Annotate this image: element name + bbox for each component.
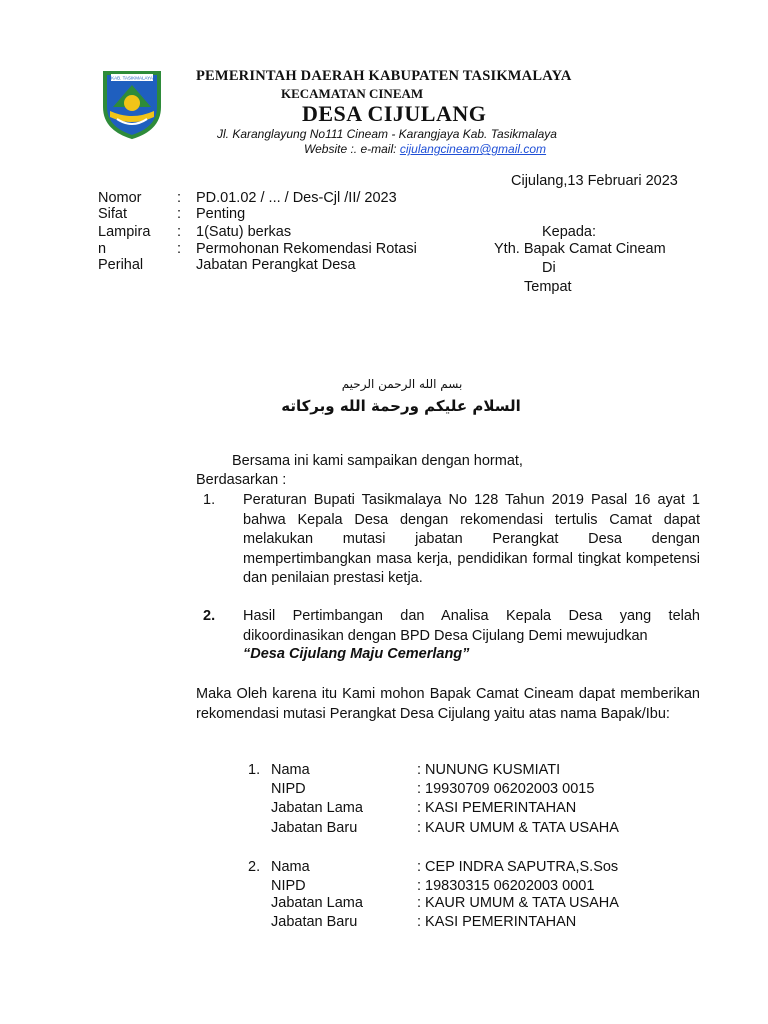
lampiran-label-1: Lampira	[98, 224, 151, 240]
nomor-value: PD.01.02 / ... / Des-Cjl /II/ 2023	[196, 190, 397, 206]
lampiran-label-2: n	[98, 241, 107, 257]
perihal-label: Perihal	[98, 257, 144, 273]
person-2-lama-label: Jabatan Lama	[271, 895, 363, 911]
opening-line: Bersama ini kami sampaikan dengan hormat,	[232, 453, 523, 469]
nomor-label: Nomor	[98, 190, 142, 206]
person-2-number: 2.	[248, 859, 261, 875]
sifat-label: Sifat	[98, 206, 128, 222]
person-1-baru: : KAUR UMUM & TATA USAHA	[417, 820, 619, 836]
recipient-name: Yth. Bapak Camat Cineam	[494, 241, 666, 257]
person-2-nama: : CEP INDRA SAPUTRA,S.Sos	[417, 859, 619, 875]
sifat-colon: :	[177, 206, 182, 222]
person-2-nipd: : 19830315 06202003 0001	[417, 878, 595, 894]
district-title: KECAMATAN CINEAM	[281, 86, 424, 101]
closing-paragraph: Maka Oleh karena itu Kami mohon Bapak Camat Cineam dapat memberikan rekomendasi mutasi Perangkat Desa Cijulang yaitu atas nama Bapak/Ibu:	[196, 686, 700, 722]
recipient-di: Di	[542, 260, 556, 276]
person-2-lama: : KAUR UMUM & TATA USAHA	[417, 895, 619, 911]
person-1-nama: : NUNUNG KUSMIATI	[417, 762, 561, 778]
person-1-lama-label: Jabatan Lama	[271, 800, 363, 816]
lampiran-value: 1(Satu) berkas	[196, 224, 292, 240]
village-title: DESA CIJULANG	[302, 101, 487, 126]
tasikmalaya-regency-emblem	[101, 69, 163, 139]
perihal-colon: :	[177, 241, 182, 257]
berdasarkan-label: Berdasarkan :	[196, 472, 287, 488]
person-1-baru-label: Jabatan Baru	[271, 820, 358, 836]
person-2-baru-label: Jabatan Baru	[271, 914, 358, 930]
person-2-baru: : KASI PEMERINTAHAN	[417, 914, 577, 930]
item-2-motto: “Desa Cijulang Maju Cemerlang”	[243, 646, 470, 662]
svg-text:بسم الله الرحمن الرحيم: بسم الله الرحمن الرحيم	[341, 377, 463, 391]
website-line	[304, 142, 546, 156]
person-2-nipd-label: NIPD	[271, 878, 306, 894]
person-1-nama-label: Nama	[271, 762, 310, 778]
item-1-number: 1.	[203, 492, 216, 508]
perihal-value-2: Jabatan Perangkat Desa	[196, 257, 356, 273]
sifat-value: Penting	[196, 206, 246, 222]
item-1-text: Peraturan Bupati Tasikmalaya No 128 Tahun 2019 Pasal 16 ayat 1 bahwa Kepala Desa dengan rekomendasi tertulis Camat dapat melakukan mutasi jabatan Perangkat Desa dengan mempertimbangkan masa kerja, pendidikan formal tingkat kompetensi dan penilaian prestasi ketja.	[243, 492, 700, 586]
svg-text:KAB. TASIKMALAYA: KAB. TASIKMALAYA	[111, 75, 153, 81]
arabic-greeting-calligraphy	[281, 374, 521, 418]
item-2-number: 2.	[203, 608, 216, 624]
place-date: Cijulang,13 Februari 2023	[511, 173, 678, 189]
person-1-lama: : KASI PEMERINTAHAN	[417, 800, 577, 816]
website-label: Website :. e-mail:	[304, 142, 400, 156]
government-title: PEMERINTAH DAERAH KABUPATEN TASIKMALAYA	[196, 68, 572, 84]
person-1-nipd: : 19930709 06202003 0015	[417, 781, 595, 797]
person-1-nipd-label: NIPD	[271, 781, 306, 797]
email-link[interactable]: cijulangcineam@gmail.com	[399, 142, 547, 156]
nomor-colon: :	[177, 190, 182, 206]
person-2-nama-label: Nama	[271, 859, 310, 875]
address-line: Jl. Karanglayung No111 Cineam - Karangjaya Kab. Tasikmalaya	[217, 127, 557, 141]
item-2-text: Hasil Pertimbangan dan Analisa Kepala Desa yang telah dikoordinasikan dengan BPD Desa Cijulang Demi mewujudkan	[243, 608, 700, 644]
svg-text:السلام عليكم ورحمة الله وبركات: السلام عليكم ورحمة الله وبركاته	[281, 397, 521, 415]
perihal-value-1: Permohonan Rekomendasi Rotasi	[196, 241, 417, 257]
person-1-number: 1.	[248, 762, 261, 778]
kepada-label: Kepada:	[542, 224, 597, 240]
recipient-place: Tempat	[524, 279, 572, 295]
lampiran-colon: :	[177, 224, 182, 240]
